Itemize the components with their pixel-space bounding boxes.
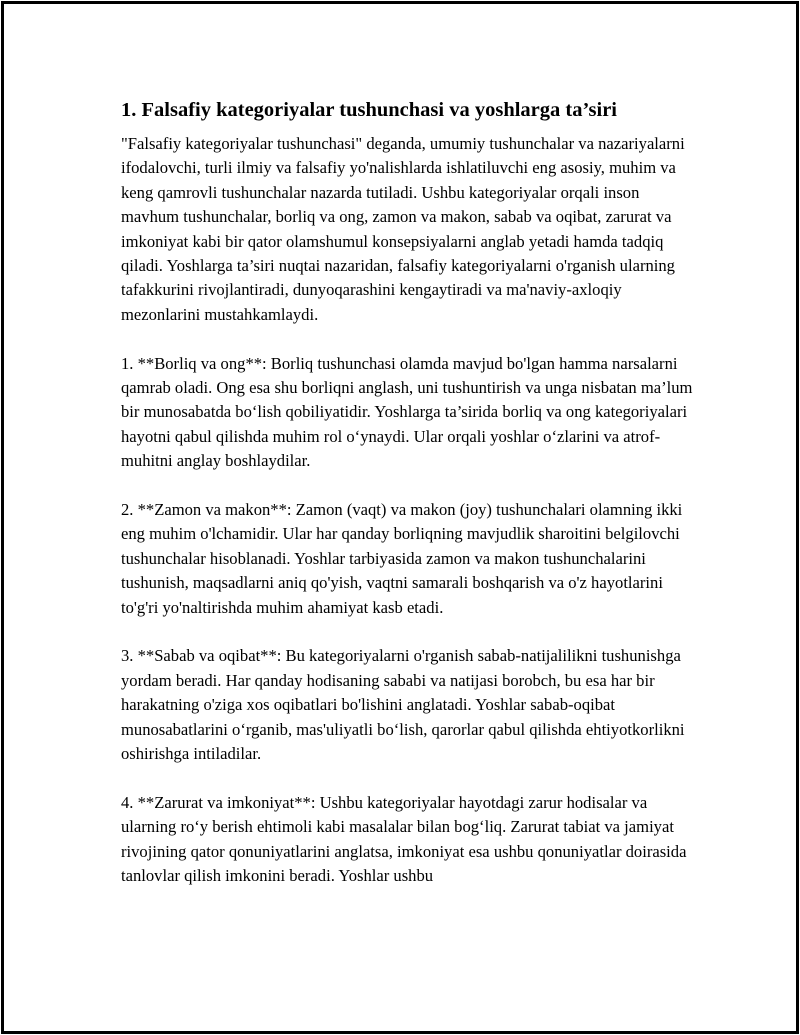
paragraph-sabab-va-oqibat: 3. **Sabab va oqibat**: Bu kategoriyalarni o'rganish sabab-natijalilikni tushunishga yordam beradi. Har qanday hodisaning sababi va natijasi borobch, bu esa har bir harakatning o'ziga xos oqibatlari bo'lishini anglatadi. Yoshlar sabab-oqibat munosabatlarini o‘rganib, mas'uliyatli bo‘lish, qarorlar qabul qilishda ehtiyotkorlikni oshirishga intiladilar. bbox=[121, 646, 685, 764]
paragraph-zamon-va-makon: 2. **Zamon va makon**: Zamon (vaqt) va makon (joy) tushunchalari olamning ikki eng muhim o'lchamidir. Ular har qanday borliqning mavjudlik sharoitini belgilovchi tushunchalar hisoblanadi. Yoshlar tarbiyasida zamon va makon tushunchalarini tushunish, maqsadlarni aniq qo'yish, vaqtni samarali boshqarish va o'z hayotlarini to'g'ri yo'naltirishda muhim ahamiyat kasb etadi. bbox=[121, 500, 683, 617]
document-body bbox=[121, 96, 693, 913]
intro-paragraph: "Falsafiy kategoriyalar tushunchasi" deganda, umumiy tushunchalar va nazariyalarni ifodalovchi, turli ilmiy va falsafiy yo'nalishlarda ishlatiluvchi eng asosiy, muhim va keng qamrovli tushunchalar nazarda tutiladi. Ushbu kategoriyalar orqali inson mavhum tushunchalar, borliq va ong, zamon va makon, sabab va oqibat, zarurat va imkoniyat kabi bir qator olamshumul konsepsiyalarni anglab yetadi hamda tadqiq qiladi. Yoshlarga ta’siri nuqtai nazaridan, falsafiy kategoriyalarni o'rganish ularning tafakkurini rivojlantiradi, dunyoqarashini kengaytiradi va ma'naviy-axloqiy mezonlarini mustahkamlaydi. bbox=[121, 134, 685, 324]
paragraph-borliq-va-ong: 1. **Borliq va ong**: Borliq tushunchasi olamda mavjud bo'lgan hamma narsalarni qamrab oladi. Ong esa shu borliqni anglash, uni tushuntirish va unga nisbatan ma’lum bir munosabatda bo‘lish qobiliyatidir. Yoshlarga ta’sirida borliq va ong kategoriyalari hayotni qabul qilishda muhim rol o‘ynaydi. Ular orqali yoshlar o‘zlarini va atrof-muhitni anglay boshlaydilar. bbox=[121, 353, 693, 471]
paragraph-zarurat-va-imkoniyat: 4. **Zarurat va imkoniyat**: Ushbu kategoriyalar hayotdagi zarur hodisalar va ularning ro‘y berish ehtimoli kabi masalalar bilan bog‘liq. Zarurat tabiat va jamiyat rivojining qator qonuniyatlarini anglatsa, imkoniyat esa ushbu qonuniyatlar doirasida tanlovlar qilish imkonini beradi. Yoshlar ushbu bbox=[121, 792, 687, 886]
page-frame bbox=[1, 1, 799, 1034]
document-title: 1. Falsafiy kategoriyalar tushunchasi va yoshlarga ta’siri bbox=[121, 99, 618, 121]
